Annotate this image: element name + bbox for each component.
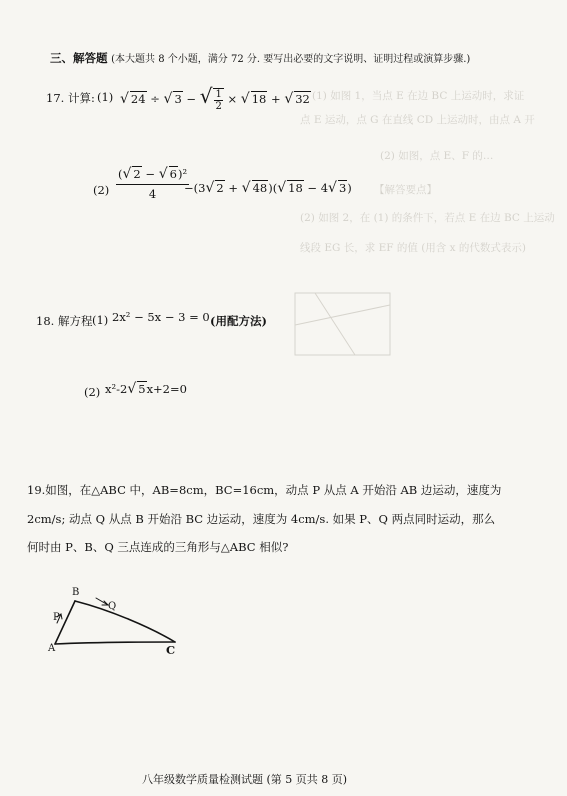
bleed-text-3: (2) 如图，点 E、F 的… [380, 150, 494, 162]
label-c: C [166, 643, 176, 657]
q19-text-line-3: 何时由 P、B、Q 三点连成的三角形与△ABC 相似? [27, 540, 289, 554]
operator: + [271, 92, 281, 106]
radicand: 24 [130, 92, 146, 106]
bleed-figure [285, 285, 405, 365]
q17-part2-label: (2) [93, 183, 110, 197]
operator: × [227, 92, 238, 106]
q18-equation-2: x²-2√ 5x+2=0 [105, 381, 187, 397]
side-bc [75, 601, 175, 642]
q19-text-line-1: 19.如图，在△ABC 中，AB=8cm，BC=16cm，动点 P 从点 A 开始沿 AB 边运动，速度为 [27, 483, 502, 497]
q18-part2-label: (2) [84, 385, 101, 399]
bleed-text-6: 线段 EG 长，求 EF 的值 (用含 x 的代数式表示) [300, 242, 526, 254]
operator: − [186, 92, 197, 106]
q17-part1-label: (1) [97, 90, 114, 104]
q17-expression-1: √ 24 ÷ √ 3 − √ $\frac{1}{2}$ × √ 18 + √ 32 [120, 84, 310, 112]
q18-method-note: (用配方法) [210, 314, 267, 328]
q18-equation-1: 2x² − 5x − 3 = 0 [112, 310, 210, 324]
numerator: 1 [215, 89, 222, 100]
side-ac [55, 642, 175, 644]
page-footer: 八年级数学质量检测试题 (第 5 页共 8 页) [142, 773, 348, 786]
denominator: 2 [215, 101, 222, 112]
bleed-text-2: 点 E 运动，点 G 在直线 CD 上运动时，由点 A 开 [300, 114, 535, 126]
q17-label: 17. 计算: [46, 91, 95, 105]
q17-expression-2: −(3√ 2 + √ 48)(√ 18 − 4√ 3) [184, 180, 352, 196]
bleed-text-1: (1) 如图 1，当点 E 在边 BC 上运动时，求证 [312, 90, 525, 102]
bleed-text-5: (2) 如图 2，在 (1) 的条件下，若点 E 在边 BC 上运动 [300, 212, 555, 224]
denominator: 4 [148, 187, 157, 201]
q17-fraction [116, 166, 189, 201]
radicand: 32 [295, 92, 310, 106]
operator: ÷ [150, 92, 160, 106]
label-b: B [72, 587, 80, 598]
section-note: (本大题共 8 个小题，满分 72 分. 要写出必要的文字说明、证明过程或演算步骤.) [111, 54, 471, 65]
q19-text-line-2: 2cm/s; 动点 Q 从点 B 开始沿 BC 边运动，速度为 4cm/s. 如果 P、Q 两点同时运动，那么 [27, 512, 496, 526]
fraction [213, 88, 223, 112]
section-header [50, 50, 470, 66]
bleed-text-4: 【解答要点】 [374, 184, 437, 196]
q18-part1-label: (1) [92, 313, 109, 327]
arrow-q [96, 598, 108, 605]
radicand: 3 [174, 92, 182, 106]
section-title: 三、解答题 [50, 51, 108, 65]
label-p: P [53, 612, 60, 623]
label-q: Q [108, 601, 117, 612]
q18-label: 18. 解方程 [36, 314, 93, 328]
numerator: (√ 2 − √ 6)² [116, 166, 189, 185]
radicand: 18 [251, 92, 267, 106]
label-a: A [48, 643, 56, 654]
